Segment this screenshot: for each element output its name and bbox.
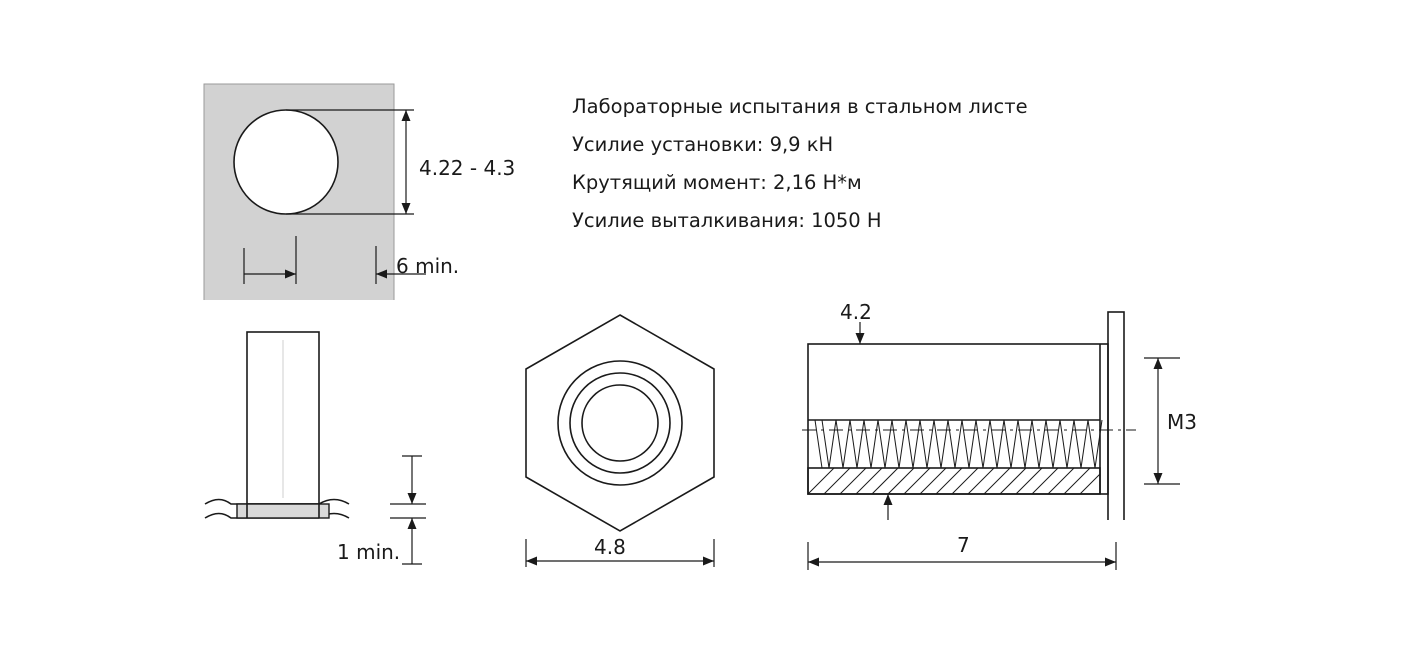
section-view — [800, 300, 1140, 520]
length-dimension-label: 7 — [957, 533, 970, 557]
sheet-thickness-dimension-label: 1 min. — [337, 540, 401, 564]
hex-end-view — [505, 305, 735, 540]
head-diameter-dimension-label: 4.2 — [840, 300, 872, 324]
note-line-3: Крутящий момент: 2,16 Н*м — [572, 171, 862, 194]
across-flats-dimension-label: 4.8 — [594, 535, 626, 559]
notes-block — [572, 95, 1028, 247]
note-line-2: Усилие установки: 9,9 кН — [572, 133, 834, 156]
thread-dimension-label: M3 — [1167, 410, 1197, 434]
note-line-1: Лабораторные испытания в стальном листе — [572, 95, 1028, 118]
hole-diameter-dimension-label: 4.22 - 4.3 — [419, 156, 516, 180]
note-line-4: Усилие выталкивания: 1050 Н — [572, 209, 882, 232]
edge-distance-dimension-label: 6 min. — [396, 254, 460, 278]
